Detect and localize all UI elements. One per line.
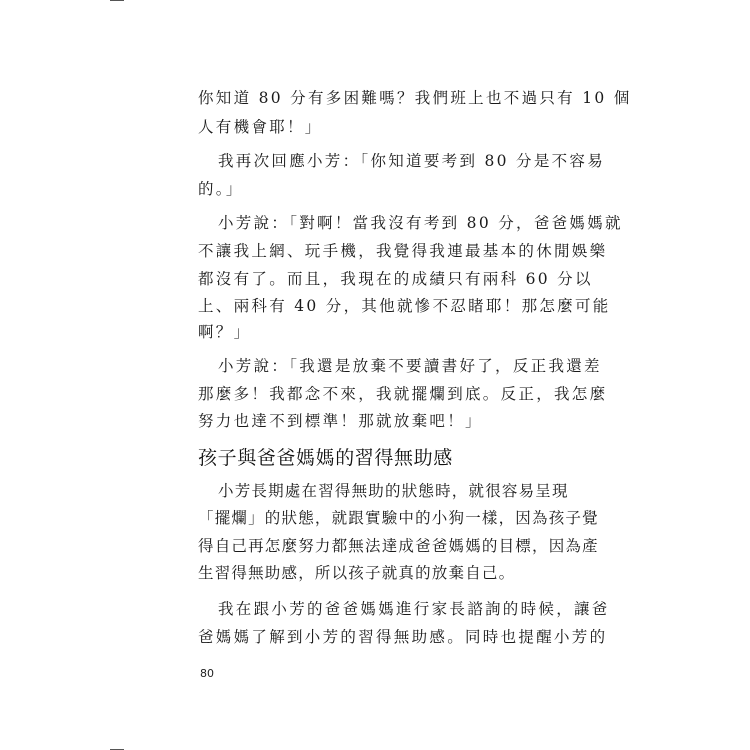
crop-mark-top (110, 0, 124, 1)
body-line: 啊？」 (198, 323, 252, 341)
body-line: 都沒有了。而且，我現在的成績只有兩科 60 分以 (198, 270, 593, 288)
body-line: 不讓我上網、玩手機，我覺得我連最基本的休閒娛樂 (198, 242, 608, 260)
body-line: 生習得無助感，所以孩子就真的放棄自己。 (198, 564, 516, 582)
section-heading: 孩子與爸爸媽媽的習得無助感 (198, 447, 453, 469)
body-line: 我在跟小芳的爸爸媽媽進行家長諮詢的時候，讓爸 (218, 600, 610, 618)
body-line: 小芳長期處在習得無助的狀態時，就很容易呈現 (218, 482, 569, 500)
body-line: 的。」 (198, 180, 244, 198)
body-line: 爸媽媽了解到小芳的習得無助感。同時也提醒小芳的 (198, 628, 608, 646)
body-line: 得自己再怎麼努力都無法達成爸爸媽媽的目標，因為產 (198, 537, 599, 555)
body-line: 那麼多！我都念不來，我就擺爛到底。反正，我怎麼 (198, 385, 608, 403)
body-line: 努力也達不到標準！那就放棄吧！」 (198, 412, 483, 430)
body-line: 人有機會耶！」 (198, 118, 323, 136)
body-line: 小芳說：「對啊！當我沒有考到 80 分，爸爸媽媽就 (218, 214, 623, 232)
body-line: 「擺爛」的狀態，就跟實驗中的小狗一樣，因為孩子覺 (198, 509, 599, 527)
body-line: 上、兩科有 40 分，其他就慘不忍睹耶！那怎麼可能 (198, 297, 611, 315)
body-line: 我再次回應小芳：「你知道要考到 80 分是不容易 (218, 152, 606, 170)
body-line: 你知道 80 分有多困難嗎？我們班上也不過只有 10 個 (198, 89, 632, 107)
body-line: 小芳說：「我還是放棄不要讀書好了，反正我還差 (218, 357, 602, 375)
page-number: 80 (200, 667, 214, 680)
